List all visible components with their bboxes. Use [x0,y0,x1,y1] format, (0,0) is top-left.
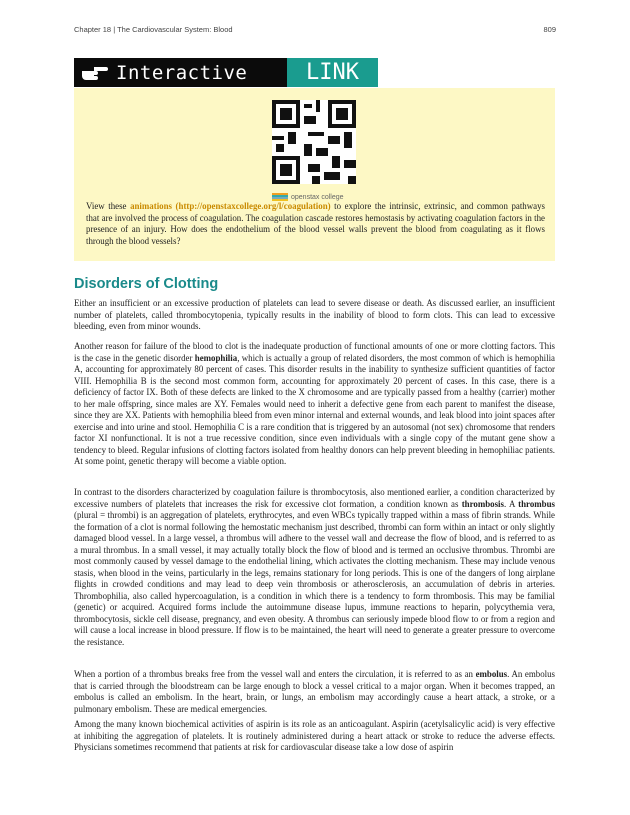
interactive-label [74,58,287,87]
qr-code-icon [272,100,356,184]
paragraph-1: Either an insufficient or an excessive production of platelets can lead to severe disease or death. As discussed earlier, an insufficient number of platelets, called thrombocytopenia, typically results in the inability of blood to form clots. This can lead to excessive bleeding, even from minor wounds. [74,298,555,331]
page-number: 809 [543,25,556,34]
term-thrombosis: thrombosis [461,498,504,509]
coagulation-animations-link[interactable]: animations (http://openstaxcollege.org/l/coagulation) [130,201,331,211]
interactive-link-banner [74,58,378,87]
interactive-word: Interactive [116,61,248,84]
openstax-bars-icon [272,193,288,201]
section-title: Disorders of Clotting [74,276,219,292]
term-hemophilia: hemophilia [194,352,238,363]
page-header [74,25,556,34]
pointing-hand-icon [80,63,110,83]
link-box-text: View these animations (http://openstaxcollege.org/l/coagulation) to explore the intrinsic, extrinsic, and common pathways that are involved the process of coagulation. The coagulation cascade restores hemostasis by activating coagulation factors in the presence of an injury. How does the endothelium of the blood vessel walls prevent the blood from coagulating as it flows through the blood vessels? [86,201,545,246]
link-word: LINK [287,58,378,87]
openstax-caption: openstax college [291,193,344,201]
term-thrombus: thrombus [518,498,555,509]
paragraph-2: Another reason for failure of the blood to clot is the inadequate production of functional amounts of one or more clotting factors. This is the case in the genetic disorder hemophilia, which is actually a group of related disorders, the most common of which is hemophilia A, accounting for approximately 80 percent of cases. This disorder results in the inability to synthesize sufficient quantities of factor VIII. Hemophilia B is the second most common form, accounting for approximately 20 percent of cases. In this case, there is a deficiency of factor IX. Both of these defects are linked to the X chromosome and are typically passed from a healthy (carrier) mother to her male offspring, since males are XY. Females would need to inherit a defective gene from each parent to manifest the disease, since they are XX. Patients with hemophilia bleed from even minor internal and external wounds, and leak blood into joint spaces after exercise and into urine and stool. Hemophilia C is a rare condition that is triggered by an autosomal (not sex) chromosome that renders factor XI nonfunctional. It is not a true recessive condition, since even individuals with a single copy of the mutant gene show a tendency to bleed. Regular infusions of clotting factors isolated from healthy donors can help prevent bleeding in hemophiliac patients. At some point, genetic therapy will become a viable option. [74,341,555,466]
term-embolus: embolus [475,669,508,679]
paragraph-3: In contrast to the disorders characterized by coagulation failure is thrombocytosis, also mentioned earlier, a condition characterized by excessive numbers of platelets that increases the risk for excessive clot formation, a condition known as thrombosis. A thrombus (plural = thrombi) is an aggregation of platelets, erythrocytes, and even WBCs typically trapped within a mass of fibrin strands. While the formation of a clot is normal following the hemostatic mechanism just described, thrombi can form within an intact or only slightly damaged blood vessel. In a large vessel, a thrombus will adhere to the vessel wall and decrease the flow of blood, and is referred to as a mural thrombus. In a small vessel, it may actually totally block the flow of blood and is termed an occlusive thrombus. Thrombi are most commonly caused by vessel damage to the endothelial lining, which activates the clotting mechanism. These may include venous stasis, when blood in the veins, particularly in the legs, remains stationary for long periods. This is one of the dangers of long airplane flights in crowded conditions and may lead to deep vein thrombosis or atherosclerosis, an accumulation of debris in arteries. Thrombophilia, also called hypercoagulation, is a condition in which there is a tendency to form thrombosis. This may be familial (genetic) or acquired. Acquired forms include the autoimmune disease lupus, immune reactions to heparin, polycythemia vera, thrombocytosis, sickle cell disease, pregnancy, and even obesity. A thrombus can seriously impede blood flow to or from a region and will cause a local increase in blood pressure. If flow is to be maintained, the heart will need to generate a greater pressure to overcome the resistance. [74,487,555,647]
interactive-link-box [74,88,555,261]
chapter-title: Chapter 18 | The Cardiovascular System: Blood [74,25,233,34]
paragraph-5: Among the many known biochemical activities of aspirin is its role as an anticoagulant. Aspirin (acetylsalicylic acid) is very effective at inhibiting the aggregation of platelets. It is routinely administered during a heart attack or stroke to reduce the adverse effects. Physicians sometimes recommend that patients at risk for cardiovascular disease take a low dose of aspirin [74,719,555,752]
paragraph-4: When a portion of a thrombus breaks free from the vessel wall and enters the circulation, it is referred to as an embolus. An embolus that is carried through the bloodstream can be large enough to block a vessel critical to a major organ. When it becomes trapped, an embolus is called an embolism. In the heart, brain, or lungs, an embolism may accordingly cause a heart attack, a stroke, or a pulmonary embolism. These are medical emergencies. [74,669,555,714]
